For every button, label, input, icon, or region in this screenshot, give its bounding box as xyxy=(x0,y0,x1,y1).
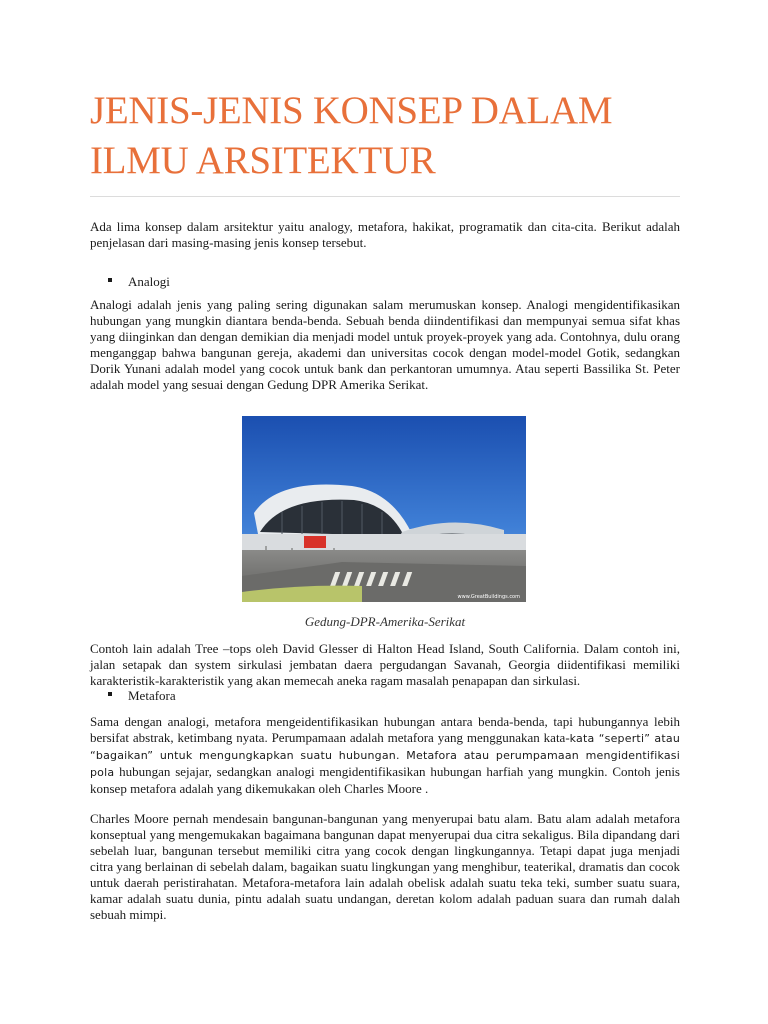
title-line-2: ILMU ARSITEKTUR xyxy=(90,139,436,182)
image-caption: Gedung-DPR-Amerika-Serikat xyxy=(304,614,466,629)
bullet-icon xyxy=(108,278,112,282)
analogi-paragraph: Analogi adalah jenis yang paling sering digunakan salam merumuskan konsep. Analogi mengidentifikasikan hubungan yang mungkin diantara benda-benda. Sebuah benda diindentifikasi dan mempunyai semua sifat khas yang diinginkan dan dengan demikian dia menjadi model untuk proyek-proyek yang ada. Contohnya, dulu orang menganggap bahwa bangunan gereja, akademi dan universitas cocok dengan model-model Gotik, sedangkan Dorik Yunani adalah model yang cocok untuk bank dan perkantoran umumnya. Atau seperti Bassilika St. Peter adalah model yang sesuai dengan Gedung DPR Amerika Serikat. xyxy=(90,297,680,392)
title-divider xyxy=(90,196,680,197)
metafora-text-3: hubungan sejajar, sedangkan analogi mengidentifikasikan hubungan harfiah yang mungkin. Contoh jenis konsep metafora adalah yang dikemukakan oleh Charles Moore . xyxy=(90,764,680,796)
metafora-text-1: Sama dengan analogi, metafora mengeidentifikasikan hubungan antara benda-benda, tapi hubungannya lebih bersifat abstrak, ketimbang nyata. Perumpamaan adalah metafora yang menggunakan kata- xyxy=(90,714,680,745)
metafora-paragraph xyxy=(90,714,680,797)
metafora-text-2: kata “seperti” atau “bagaikan” untuk mengungkapkan suatu hubungan. Metafora atau perumpamaan mengidentifikasi pola xyxy=(90,732,680,779)
moore-paragraph: Charles Moore pernah mendesain bangunan-bangunan yang menyerupai batu alam. Batu alam adalah metafora konseptual yang mengemukakan bagaimana bangunan dapat menyerupai dua citra sekaligus. Bila dipandang dari sebelah luar, bangunan tersebut memiliki citra yang cocok dengan lingkungannya. Tetapi dapat juga menjadi citra yang berlainan di sebelah dalam, bagaikan suatu lingkungan yang menghibur, teaterikal, dramatis dan cocok untuk daerah peristirahatan. Metafora-metafora lain adalah obelisk adalah suatu teka teki, sumber suatu suara, kamar adalah suatu dunia, pintu adalah suatu undangan, deretan kolom adalah paduan suara dan rumah dalah sebuah mimpi. xyxy=(90,811,680,922)
title-line-1: JENIS-JENIS KONSEP DALAM xyxy=(90,89,613,132)
bullet-item-analogi xyxy=(108,274,170,290)
building-photo xyxy=(242,416,526,602)
photo-watermark: www.GreatBuildings.com xyxy=(457,594,520,600)
bullet-icon xyxy=(108,692,112,696)
intro-paragraph: Ada lima konsep dalam arsitektur yaitu analogy, metafora, hakikat, programatik dan cita-cita. Berikut adalah penjelasan dari masing-masing jenis konsep tersebut. xyxy=(90,219,680,250)
page-title xyxy=(90,86,680,186)
bullet-label-analogi: Analogi xyxy=(128,274,170,289)
bullet-item-metafora xyxy=(108,688,176,704)
treetops-paragraph: Contoh lain adalah Tree –tops oleh David Glesser di Halton Head Island, South California. Dalam contoh ini, jalan setapak dan system sirkulasi jembatan daera pergudangan Savanah, Georgia diidentifikasi memiliki karakteristik-karakteristik yang akan memecah aneka ragam masalah penapapan dan sirkulasi. xyxy=(90,641,680,688)
bullet-label-metafora: Metafora xyxy=(128,688,176,703)
